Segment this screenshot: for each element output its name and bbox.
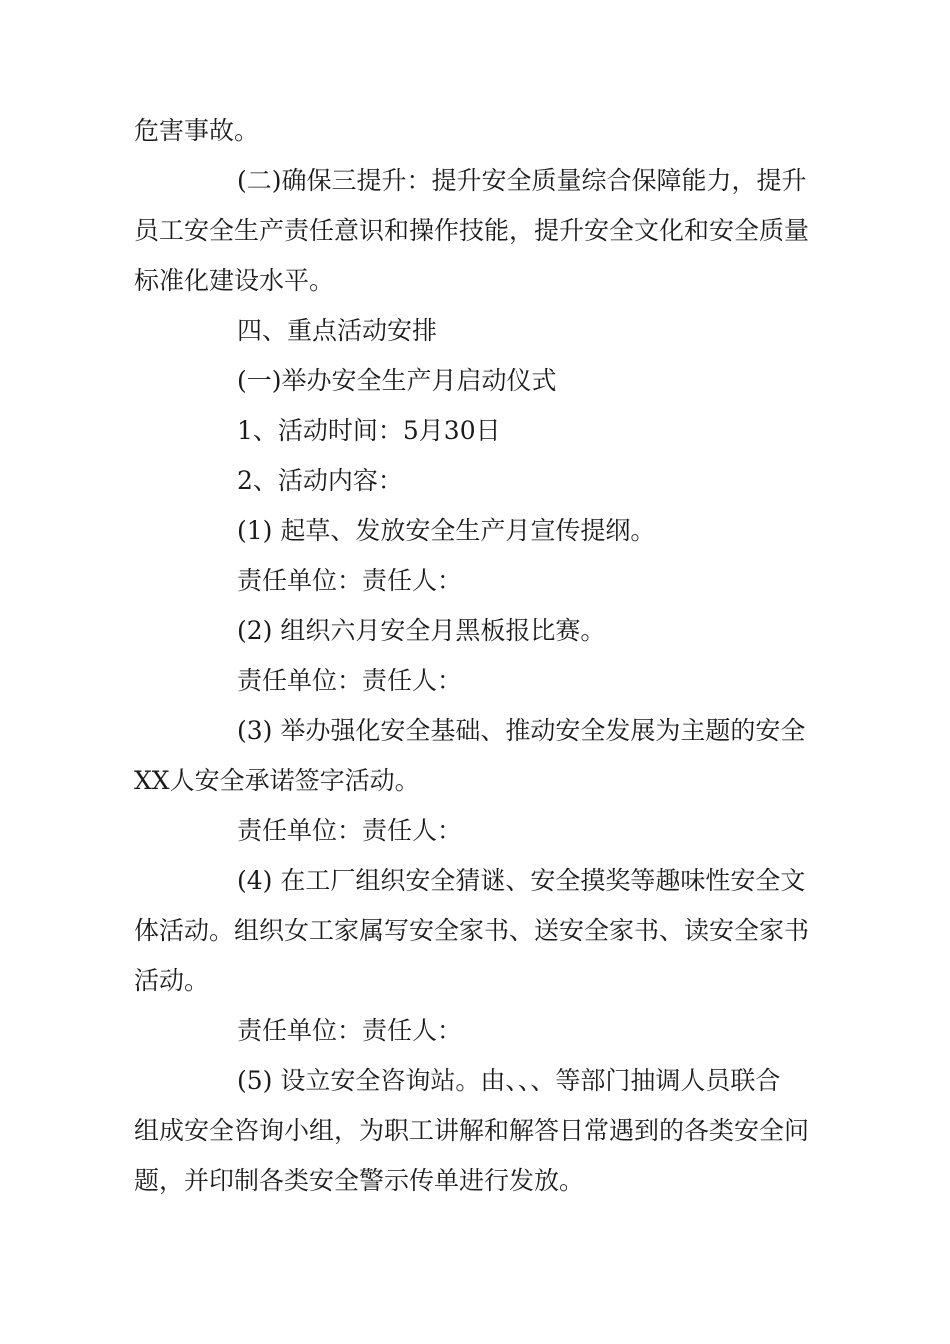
text-line: 活动。 — [134, 966, 210, 995]
responsibility-line: 责任单位：责任人： — [237, 1016, 463, 1045]
text-line: 标准化建设水平。 — [134, 266, 335, 295]
responsibility-line: 责任单位：责任人： — [237, 666, 463, 695]
text-line: 题，并印制各类安全警示传单进行发放。 — [134, 1166, 585, 1195]
list-item: (2) 组织六月安全月黑板报比赛。 — [237, 616, 606, 645]
list-item: (4) 在工厂组织安全猜谜、安全摸奖等趣味性安全文 — [237, 866, 806, 895]
text-line: 2、活动内容： — [237, 466, 403, 495]
text-line: 组成安全咨询小组，为职工讲解和解答日常遇到的各类安全问 — [134, 1116, 810, 1145]
text-line: (二)确保三提升：提升安全质量综合保障能力，提升 — [237, 166, 807, 195]
subsection-heading: (一)举办安全生产月启动仪式 — [237, 366, 557, 395]
responsibility-line: 责任单位：责任人： — [237, 566, 463, 595]
list-item: (1) 起草、发放安全生产月宣传提纲。 — [237, 516, 656, 545]
text-line: 体活动。组织女工家属写安全家书、送安全家书、读安全家书 — [134, 916, 810, 945]
responsibility-line: 责任单位：责任人： — [237, 816, 463, 845]
list-item: (5) 设立安全咨询站。由、、、等部门抽调人员联合 — [237, 1066, 781, 1095]
list-item: (3) 举办强化安全基础、推动安全发展为主题的安全 — [237, 716, 806, 745]
text-line: 员工安全生产责任意识和操作技能，提升安全文化和安全质量 — [134, 216, 810, 245]
document-body — [134, 106, 834, 1206]
text-line: XX人安全承诺签字活动。 — [134, 766, 420, 795]
text-line: 1、活动时间：5月30日 — [237, 416, 501, 445]
section-heading: 四、重点活动安排 — [237, 316, 438, 345]
text-line: 危害事故。 — [134, 116, 260, 145]
